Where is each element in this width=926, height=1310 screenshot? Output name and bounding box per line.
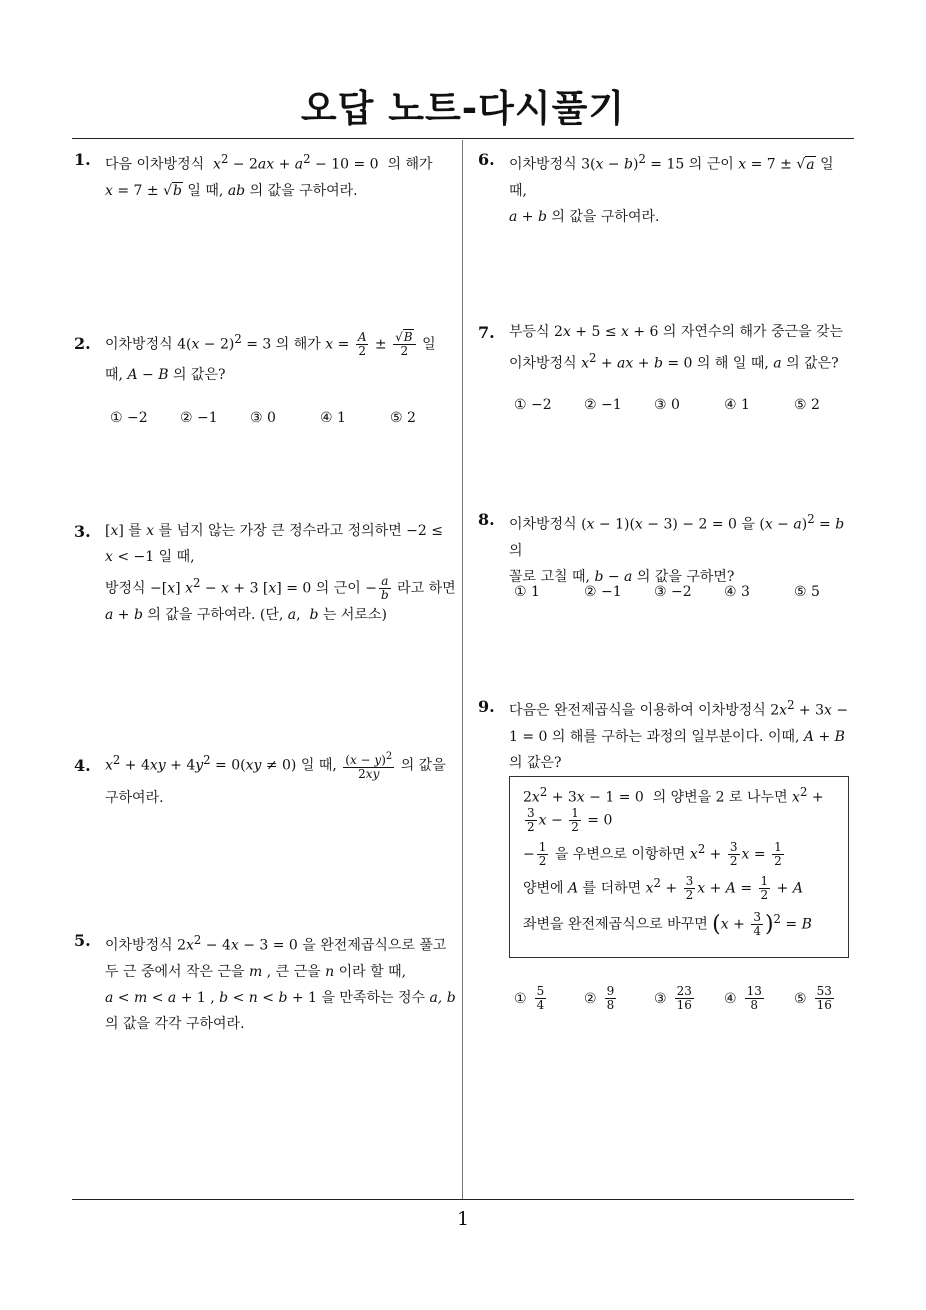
choice-5[interactable]: ⑤ 2 [390,410,416,426]
choice-4[interactable]: ④ 1 [320,410,346,426]
page-number: 1 [456,1208,470,1230]
column-divider [462,140,463,1199]
choice-4[interactable]: ④ 1 [724,397,750,413]
problem-number: 6. [478,150,495,169]
choice-4[interactable]: ④ $\frac{13}{8}$ [724,984,762,1012]
choice-1[interactable]: ① $\frac{5}{4}$ [514,984,545,1012]
problem-number: 7. [478,323,495,342]
problem-number: 1. [74,150,91,169]
top-rule [72,138,854,139]
problem-number: 5. [74,931,91,950]
problem-number: 2. [74,334,91,353]
choice-2[interactable]: ② $\frac{9}{8}$ [584,984,615,1012]
choice-2[interactable]: ② −1 [584,397,622,413]
page-title: 오답 노트-다시풀기 [300,87,626,130]
choice-1[interactable]: ① −2 [110,410,148,426]
choice-2[interactable]: ② −1 [584,584,622,600]
bottom-rule [72,1199,854,1200]
choice-5[interactable]: ⑤ 5 [794,584,820,600]
problem-number: 9. [478,697,495,716]
problem-number: 4. [74,756,91,775]
choice-5[interactable]: ⑤ 2 [794,397,820,413]
choice-3[interactable]: ③ $\frac{23}{16}$ [654,984,692,1012]
choice-3[interactable]: ③ −2 [654,584,692,600]
choice-2[interactable]: ② −1 [180,410,218,426]
problem-number: 8. [478,510,495,529]
choice-1[interactable]: ① −2 [514,397,552,413]
choice-5[interactable]: ⑤ $\frac{53}{16}$ [794,984,832,1012]
problem-number: 3. [74,522,91,541]
solution-process-box: $2x^2 + 3x - 1 = 0$ 의 양변을 2 로 나누면 $x^2$ + $\frac{3}{2}$ x − $\frac{1}{2}$ = 0 − $\frac{1}{2}$ 을 우변으로 이항하면 $x^2$ + $\frac{3}{2}$ x = $\frac{1}{2}$ 양변에 A 를 더하면 $x^2$ + $\frac{3}{2}$ x + A = $\frac{1}{2}$ + A 좌변을 완전제곱식으로 바꾸면 (x + $\frac{3}{4}$ )$^2$ = B [509,776,849,958]
choice-1[interactable]: ① 1 [514,584,540,600]
choice-3[interactable]: ③ 0 [250,410,276,426]
choice-3[interactable]: ③ 0 [654,397,680,413]
choice-4[interactable]: ④ 3 [724,584,750,600]
